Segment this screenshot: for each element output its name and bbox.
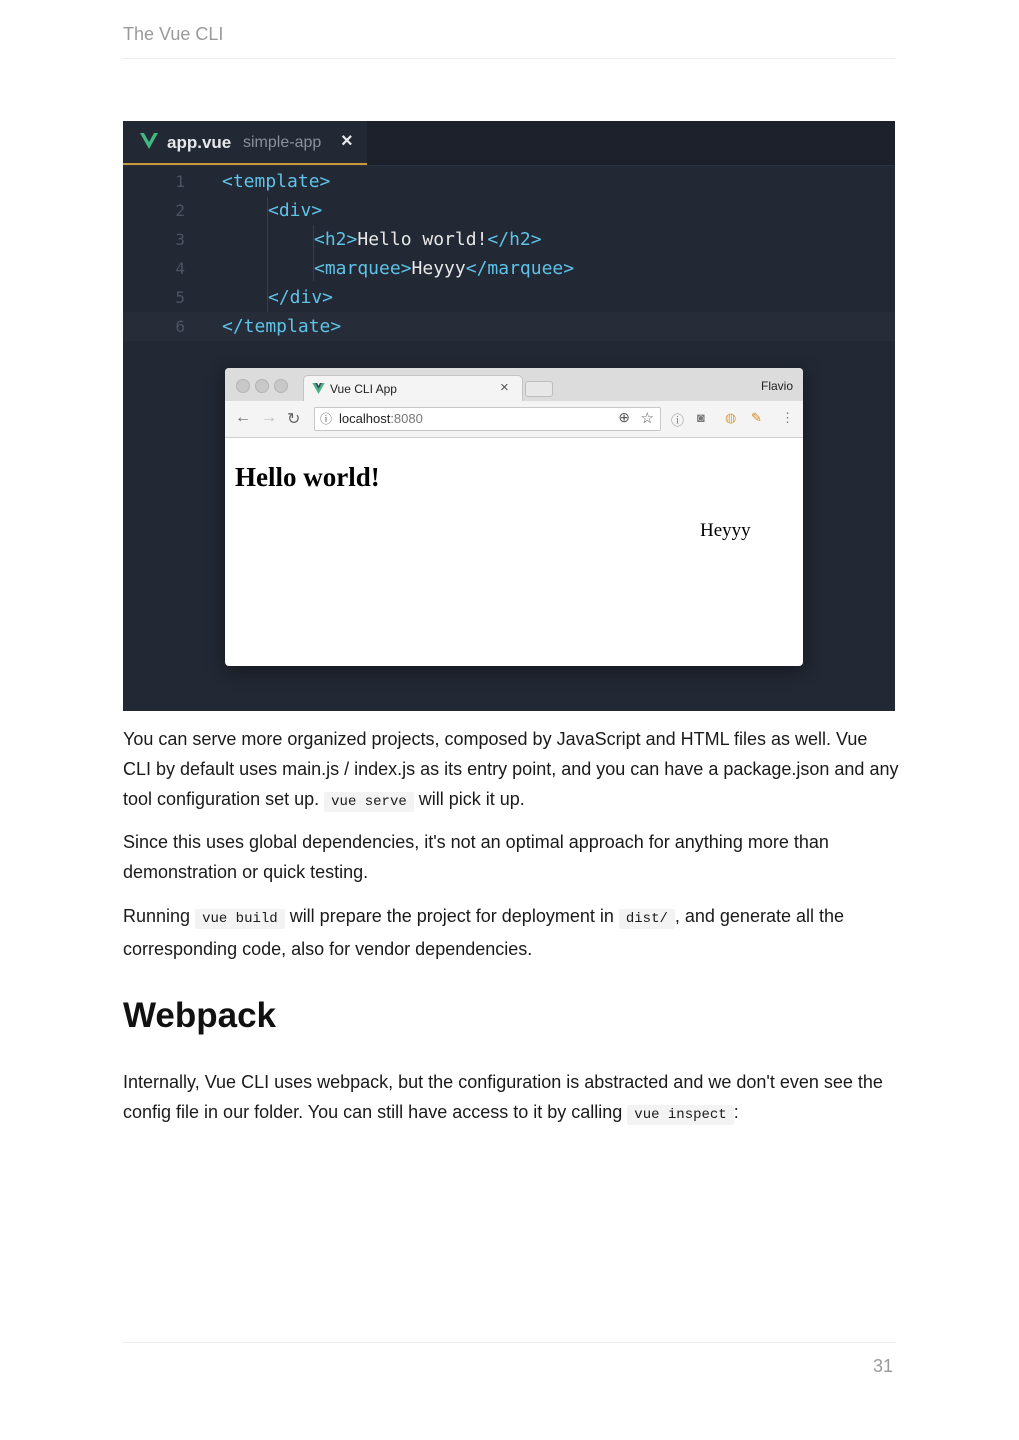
url-text: localhost:8080 <box>339 411 423 426</box>
forward-icon[interactable]: → <box>261 409 277 426</box>
code-line <box>123 196 895 225</box>
menu-icon[interactable]: ⋮ <box>781 410 794 425</box>
line-number: 3 <box>175 230 185 249</box>
page-number: 31 <box>872 1356 893 1376</box>
footer-rule <box>123 1342 895 1343</box>
browser-titlebar <box>225 368 803 401</box>
header-rule <box>123 58 895 59</box>
pocket-icon[interactable]: ◙ <box>697 410 705 425</box>
line-number: 6 <box>175 317 185 336</box>
paragraph: Running vue build will prepare the project for deployment in dist/ , and generate all the corresponding code, also for vendor dependencies. <box>123 906 845 959</box>
browser-toolbar <box>225 401 803 438</box>
code-text: <template> <box>222 171 331 192</box>
editor-tab-filename: app.vue <box>167 133 232 152</box>
line-number: 2 <box>175 201 185 220</box>
running-head-title: The Vue CLI <box>123 24 224 44</box>
browser-tab-title: Vue CLI App <box>330 382 397 396</box>
editor-screenshot <box>123 121 895 711</box>
code-text: </template> <box>222 316 342 337</box>
vue-logo-icon <box>312 383 325 394</box>
window-minimize-dot[interactable] <box>255 379 269 393</box>
zoom-icon[interactable]: ⊕ <box>618 409 630 425</box>
code-line <box>123 283 895 312</box>
browser-window <box>225 368 803 666</box>
code-text: <marquee>Heyyy</marquee> <box>314 258 575 279</box>
back-icon[interactable]: ← <box>235 409 251 426</box>
window-zoom-dot[interactable] <box>274 379 288 393</box>
editor-tab-project: simple-app <box>243 134 322 151</box>
extension-icon[interactable]: ✎ <box>751 410 762 425</box>
page-marquee: Heyyy <box>700 520 751 541</box>
paragraph: Internally, Vue CLI uses webpack, but the configuration is abstracted and we don't even see the config file in our folder. You can still have access to it by calling vue inspect : <box>123 1072 883 1123</box>
inline-code: vue inspect <box>627 1105 733 1125</box>
inline-code: vue build <box>195 909 285 929</box>
code-text: <div> <box>268 200 323 221</box>
address-bar[interactable] <box>314 407 661 431</box>
code-line <box>123 167 895 196</box>
section-heading: Webpack <box>123 996 277 1035</box>
code-line <box>123 225 895 254</box>
code-line <box>123 312 895 341</box>
reload-icon[interactable]: ↻ <box>287 411 301 428</box>
code-line <box>123 254 895 283</box>
line-number: 1 <box>175 172 185 191</box>
browser-tab[interactable] <box>303 375 523 402</box>
close-icon[interactable]: × <box>341 130 353 152</box>
inline-code: vue serve <box>324 792 414 812</box>
star-icon[interactable]: ☆ <box>640 410 654 427</box>
paragraph: Since this uses global dependencies, it's not an optimal approach for anything more than demonstration or quick testing. <box>123 832 829 882</box>
extension-icon[interactable]: ⓘ <box>671 413 685 428</box>
editor-tabbar <box>123 121 895 166</box>
vue-logo-icon <box>140 133 158 149</box>
profile-name[interactable]: Flavio <box>760 379 793 393</box>
extension-icon[interactable]: ◍ <box>725 410 737 425</box>
editor-tab-app-vue[interactable] <box>123 121 367 165</box>
info-icon[interactable]: ⓘ <box>320 412 333 426</box>
window-close-dot[interactable] <box>236 379 250 393</box>
close-icon[interactable]: × <box>500 379 509 396</box>
line-number: 4 <box>175 259 185 278</box>
inline-code: dist/ <box>619 909 675 929</box>
code-text: </div> <box>268 287 334 308</box>
new-tab-button[interactable] <box>525 381 553 397</box>
line-number: 5 <box>175 288 185 307</box>
paragraph: You can serve more organized projects, composed by JavaScript and HTML files as well. Vue CLI by default uses main.js / index.js as its entry point, and you can have a package.json and any tool configuration set up. vue serve will pick it up. <box>123 729 899 810</box>
code-text: <h2>Hello world!</h2> <box>314 229 542 250</box>
page-heading: Hello world! <box>235 462 380 492</box>
